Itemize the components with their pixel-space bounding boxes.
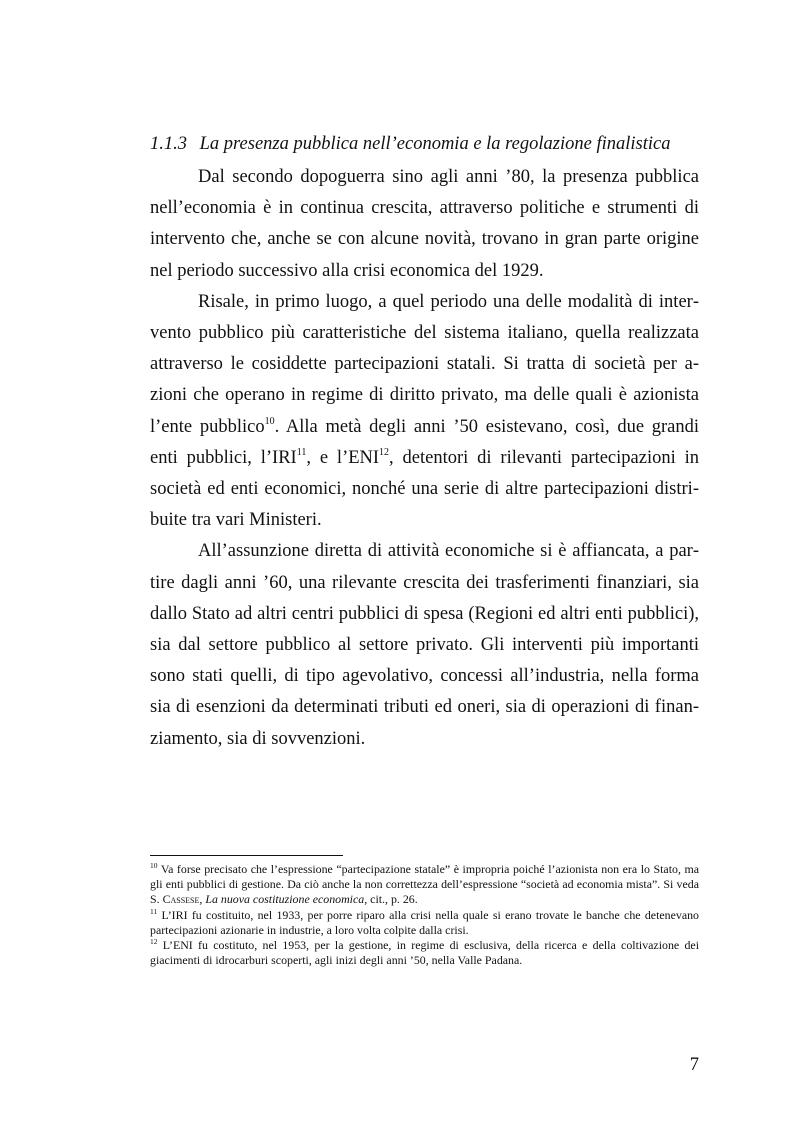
footnote-text: L’ENI fu costituto, nel 1953, per la gestione, in regime di esclusiva, della ricerca e della coltivazione dei giacimenti di idrocarburi scoperti, agli inizi degli anni ’50, nella Valle Padana. [150, 938, 699, 968]
paragraph-2-text: . Alla metà degli anni ’50 esistevano, così, due grandi enti pubblici, l’IRI [150, 416, 700, 468]
footnote-text: , cit., p. 26. [364, 892, 418, 907]
footnote-12 [150, 938, 699, 968]
footnotes [150, 862, 699, 968]
footnote-book-title: La nuova costituzione economica [205, 892, 365, 907]
footnote-number: 11 [150, 906, 158, 916]
paragraph-2-text: , detentori di rilevanti partecipazioni in società ed enti economici, nonché una serie di altre partecipazioni distribuite tra vari Ministeri. [150, 447, 699, 531]
footnote-text: L’IRI fu costituito, nel 1933, per porre riparo alla crisi nella quale si erano trovate le banche che detenevano partecipazioni azionarie in industrie, a loro volta colpite dalla crisi. [150, 907, 699, 937]
footnote-ref-10[interactable]: 10 [264, 415, 275, 427]
page-number: 7 [689, 1055, 699, 1075]
section-heading [150, 132, 750, 156]
paragraph-2-text: Risale, in primo luogo, a quel periodo una delle modalità di intervento pubblico più caratteristiche del sistema italiano, quella realizzata attraverso le cosiddette partecipazioni statali. Si tratta di società per azioni che operano in regime di diritto privato, ma delle quali è azionista l’ente pubblico [150, 291, 699, 437]
paragraph-1: Dal secondo dopoguerra sino agli anni ’80, la presenza pubblica nell’economia è in continua crescita, attraverso politiche e strumenti di intervento che, anche se con alcune novità, trovano in gran parte origine nel periodo successivo alla crisi economica del 1929. [150, 167, 699, 281]
footnote-number: 12 [150, 937, 158, 947]
footnote-10 [150, 862, 699, 908]
section-number: 1.1.3 [150, 134, 187, 154]
footnote-number: 10 [150, 861, 158, 870]
body-text [150, 162, 699, 755]
paragraph-2 [150, 287, 699, 537]
footnote-11 [150, 908, 699, 938]
footnote-ref-11[interactable]: 11 [296, 446, 307, 458]
footnote-text: Va forse precisato che l’espressione “partecipazione statale” è impropria poiché l’azionista non era lo Stato, ma gli enti pubblici di gestione. Da ciò anche la non correttezza dell’espressione “società ad economia mista”. Si veda S. [150, 862, 699, 907]
footnote-divider [150, 855, 343, 856]
section-title: La presenza pubblica nell’economia e la regolazione finalistica [199, 134, 671, 154]
footnote-text: , [199, 892, 206, 907]
paragraph-3: All’assunzione diretta di attività economiche si è affiancata, a partire dagli anni ’60, una rilevante crescita dei trasferimenti finanziari, sia dallo Stato ad altri centri pubblici di spesa (Regioni ed altri enti pubblici), sia dal settore pubblico al settore privato. Gli interventi più importanti sono stati quelli, di tipo agevolativo, concessi all’industria, nella forma sia di esenzioni da determinati tributi ed oneri, sia di operazioni di finanziamento, sia di sovvenzioni. [150, 541, 699, 749]
paragraph-2-text: , e l’ENI [306, 447, 380, 468]
footnote-ref-12[interactable]: 12 [379, 446, 390, 458]
footnote-author: Cassese [162, 892, 200, 907]
